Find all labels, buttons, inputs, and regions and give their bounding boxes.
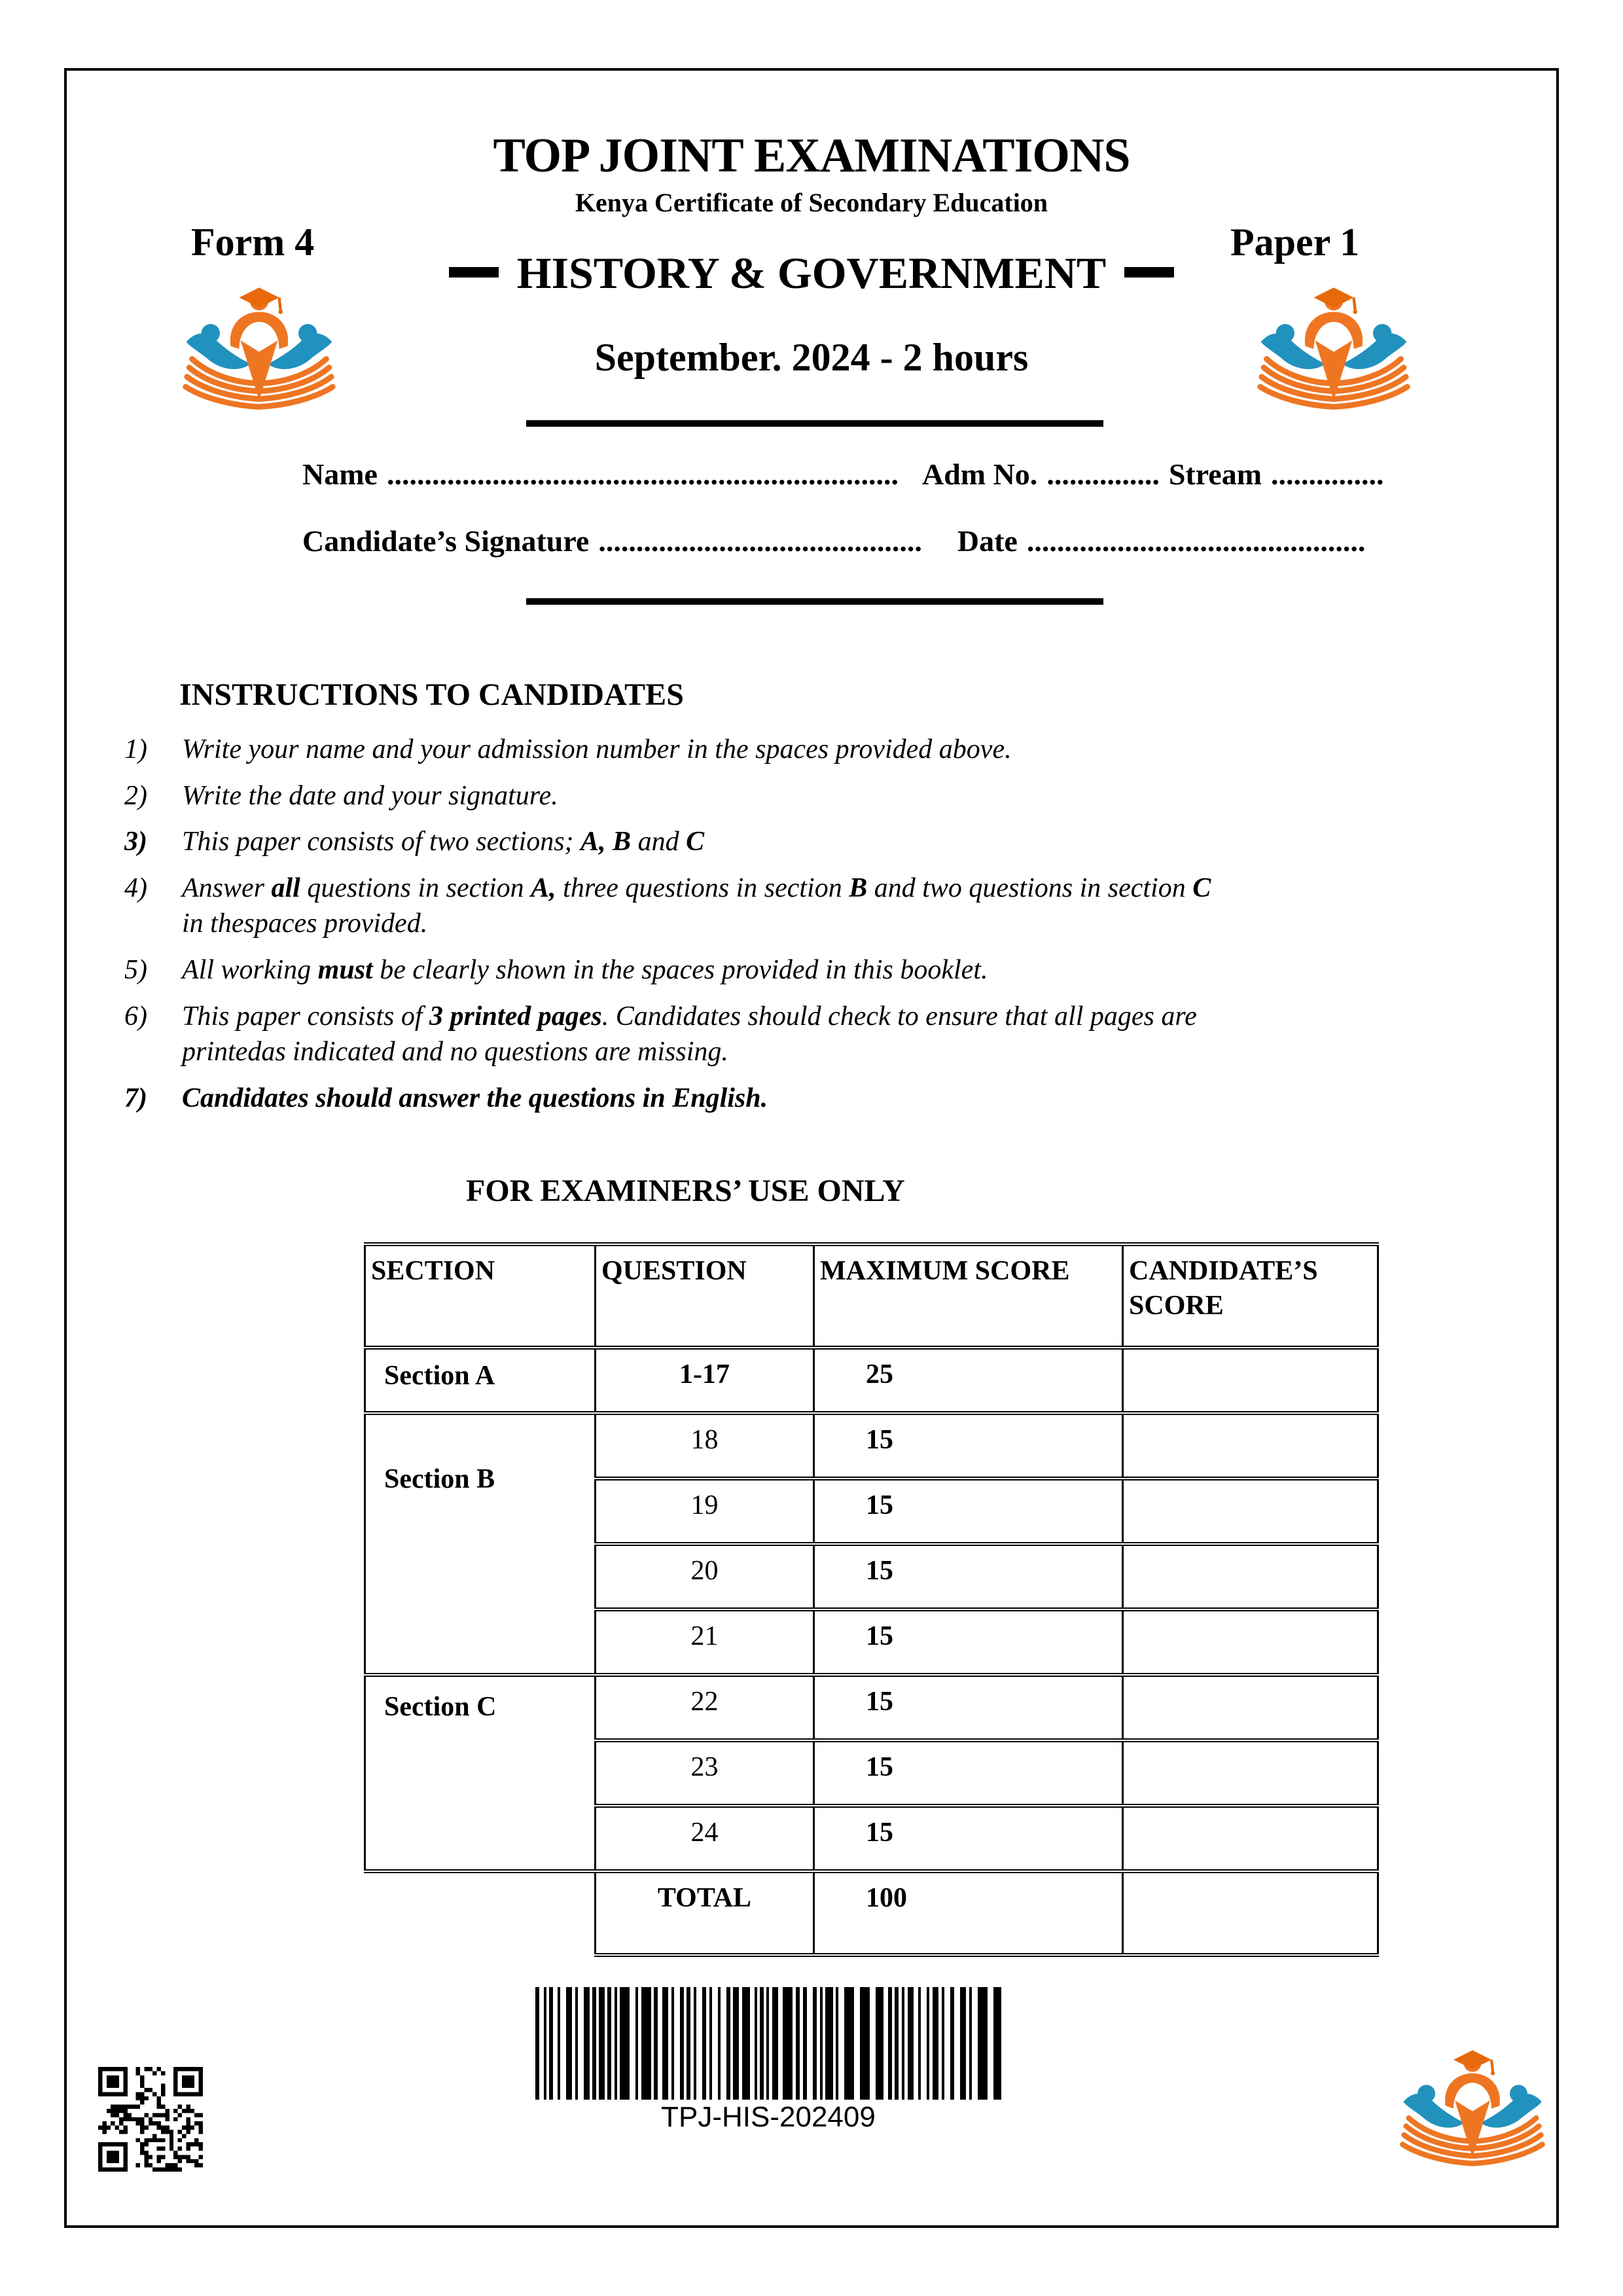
exam-session: September. 2024 - 2 hours bbox=[594, 336, 1029, 379]
instruction-number: 3) bbox=[124, 827, 147, 857]
name-label: Name bbox=[302, 457, 378, 491]
examiners-table bbox=[364, 1242, 1379, 1957]
stream-label: Stream bbox=[1168, 457, 1262, 491]
signature-label: Candidate’s Signature bbox=[302, 524, 590, 558]
exam-board-title: TOP JOINT EXAMINATIONS bbox=[493, 129, 1130, 183]
divider-line-top bbox=[526, 420, 1103, 427]
maximum-score-cell: 15 bbox=[814, 1806, 1123, 1871]
maximum-score-cell: 25 bbox=[814, 1348, 1123, 1413]
maximum-score-cell: 15 bbox=[814, 1544, 1123, 1609]
instruction-text: All working must be clearly shown in the spaces provided in this booklet. bbox=[182, 954, 988, 985]
maximum-score-cell: 15 bbox=[814, 1675, 1123, 1740]
table-row bbox=[365, 1675, 1378, 1740]
table-row bbox=[365, 1413, 1378, 1479]
adm-no-blank: ............... bbox=[1046, 457, 1160, 491]
question-cell: TOTAL bbox=[596, 1871, 814, 1955]
school-logo-bottom bbox=[1398, 2041, 1547, 2174]
candidate-score-cell bbox=[1123, 1544, 1378, 1609]
adm-no-label: Adm No. bbox=[921, 457, 1038, 491]
empty-corner-cell bbox=[365, 1871, 596, 1955]
candidate-score-cell bbox=[1123, 1479, 1378, 1544]
right-dash-icon bbox=[1124, 267, 1174, 278]
signature-blank: ........................................... bbox=[598, 524, 922, 558]
instruction-text: Write the date and your signature. bbox=[182, 780, 558, 811]
instruction-text: This paper consists of 3 printed pages. Candidates should check to ensure that all pages are printedas indicated and no questions are missing. bbox=[182, 1001, 1197, 1067]
instruction-text: This paper consists of two sections; A, B and C bbox=[182, 827, 705, 857]
instruction-number: 6) bbox=[124, 1001, 147, 1031]
question-cell: 18 bbox=[596, 1413, 814, 1479]
candidate-signature-row bbox=[302, 524, 1374, 558]
question-cell: 1-17 bbox=[596, 1348, 814, 1413]
left-dash-icon bbox=[449, 267, 499, 278]
maximum-score-cell: 100 bbox=[814, 1871, 1123, 1955]
subject-title: HISTORY & GOVERNMENT bbox=[516, 248, 1107, 298]
column-header-section: SECTION bbox=[365, 1244, 596, 1348]
question-cell: 20 bbox=[596, 1544, 814, 1609]
question-cell: 22 bbox=[596, 1675, 814, 1740]
qr-code bbox=[98, 2066, 203, 2173]
instruction-text: Answer all questions in section A, three questions in section B and two questions in section C in thespaces provided. bbox=[182, 872, 1211, 939]
candidate-score-cell bbox=[1123, 1871, 1378, 1955]
instruction-item bbox=[124, 778, 1423, 814]
barcode-text: TPJ-HIS-202409 bbox=[661, 2101, 876, 2133]
maximum-score-cell: 15 bbox=[814, 1479, 1123, 1544]
instruction-text: Candidates should answer the questions in English. bbox=[182, 1083, 768, 1113]
stream-blank: ............... bbox=[1271, 457, 1384, 491]
certificate-subtitle: Kenya Certificate of Secondary Education bbox=[575, 188, 1048, 217]
instruction-number: 5) bbox=[124, 954, 147, 985]
instruction-item bbox=[124, 1081, 1423, 1117]
paper-label: Paper 1 bbox=[1230, 221, 1360, 264]
maximum-score-cell: 15 bbox=[814, 1609, 1123, 1675]
instruction-item bbox=[124, 952, 1423, 988]
candidate-name-row bbox=[302, 457, 1393, 492]
candidate-score-cell bbox=[1123, 1609, 1378, 1675]
candidate-score-cell bbox=[1123, 1740, 1378, 1806]
instructions-list bbox=[124, 732, 1423, 1126]
instruction-number: 7) bbox=[124, 1083, 147, 1113]
candidate-score-cell bbox=[1123, 1675, 1378, 1740]
question-cell: 21 bbox=[596, 1609, 814, 1675]
candidate-score-cell bbox=[1123, 1348, 1378, 1413]
instruction-item bbox=[124, 824, 1423, 860]
question-cell: 24 bbox=[596, 1806, 814, 1871]
instruction-text: Write your name and your admission number in the spaces provided above. bbox=[182, 734, 1012, 764]
instruction-number: 1) bbox=[124, 734, 147, 764]
question-cell: 19 bbox=[596, 1479, 814, 1544]
date-blank: ............................................. bbox=[1026, 524, 1366, 558]
form-label: Form 4 bbox=[191, 221, 315, 264]
maximum-score-cell: 15 bbox=[814, 1740, 1123, 1806]
instruction-number: 2) bbox=[124, 780, 147, 811]
section-cell: Section A bbox=[365, 1348, 596, 1413]
column-header-candidate-s-score: CANDIDATE’S SCORE bbox=[1123, 1244, 1378, 1348]
candidate-score-cell bbox=[1123, 1806, 1378, 1871]
section-cell: Section C bbox=[365, 1675, 596, 1871]
table-row bbox=[365, 1348, 1378, 1413]
candidate-score-cell bbox=[1123, 1413, 1378, 1479]
column-header-question: QUESTION bbox=[596, 1244, 814, 1348]
section-cell: Section B bbox=[365, 1413, 596, 1675]
maximum-score-cell: 15 bbox=[814, 1413, 1123, 1479]
instruction-item bbox=[124, 732, 1423, 768]
instructions-heading: INSTRUCTIONS TO CANDIDATES bbox=[179, 677, 684, 712]
date-label: Date bbox=[957, 524, 1018, 558]
instruction-item bbox=[124, 870, 1423, 942]
question-cell: 23 bbox=[596, 1740, 814, 1806]
divider-line-bottom bbox=[526, 598, 1103, 605]
column-header-maximum-score: MAXIMUM SCORE bbox=[814, 1244, 1123, 1348]
total-row bbox=[365, 1871, 1378, 1955]
instruction-item bbox=[124, 999, 1423, 1070]
examiners-use-heading: FOR EXAMINERS’ USE ONLY bbox=[466, 1174, 905, 1208]
name-blank: .................................................................... bbox=[386, 457, 899, 491]
barcode bbox=[535, 1987, 1001, 2100]
instruction-number: 4) bbox=[124, 872, 147, 903]
